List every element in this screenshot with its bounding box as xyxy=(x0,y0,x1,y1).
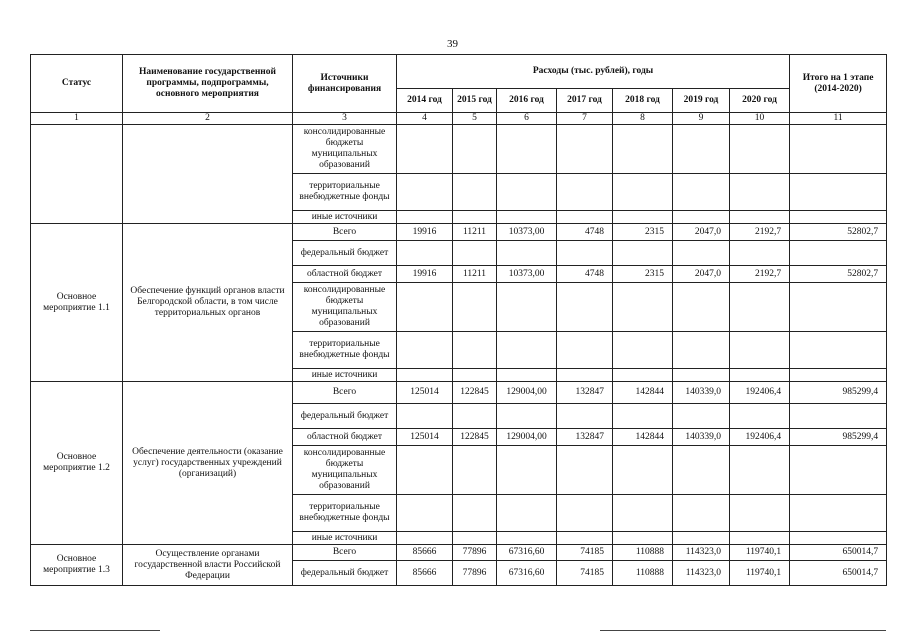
value-cell: 129004,00 xyxy=(497,382,557,404)
source-label: Всего xyxy=(293,382,397,404)
table-row xyxy=(31,382,887,404)
value-cell: 132847 xyxy=(557,429,613,446)
value-cell: 10373,00 xyxy=(497,224,557,241)
status-cell: Основное мероприятие 1.1 xyxy=(31,224,123,382)
header-year: 2016 год xyxy=(497,89,557,113)
value-cell: 77896 xyxy=(453,561,497,586)
value-cell: 2315 xyxy=(613,224,673,241)
value-cell: 74185 xyxy=(557,545,613,561)
source-label: Всего xyxy=(293,224,397,241)
header-name: Наименование государственной программы, подпрограммы, основного мероприятия xyxy=(123,55,293,113)
value-cell: 125014 xyxy=(397,382,453,404)
status-cell: Основное мероприятие 1.3 xyxy=(31,545,123,586)
header-year: 2014 год xyxy=(397,89,453,113)
total-cell: 985299,4 xyxy=(790,429,887,446)
source-label: территориальные внебюджетные фонды xyxy=(293,332,397,369)
total-cell: 52802,7 xyxy=(790,224,887,241)
column-number: 1 xyxy=(31,113,123,125)
value-cell: 125014 xyxy=(397,429,453,446)
value-cell: 110888 xyxy=(613,545,673,561)
column-numbers-row xyxy=(31,113,887,125)
name-cell: Обеспечение деятельности (оказание услуг) государственных учреждений (организаций) xyxy=(123,382,293,545)
status-cell: Основное мероприятие 1.2 xyxy=(31,382,123,545)
column-number: 10 xyxy=(730,113,790,125)
total-cell: 650014,7 xyxy=(790,561,887,586)
source-label: иные источники xyxy=(293,211,397,224)
page-number: 39 xyxy=(447,38,458,50)
value-cell: 140339,0 xyxy=(673,429,730,446)
value-cell: 114323,0 xyxy=(673,561,730,586)
value-cell: 74185 xyxy=(557,561,613,586)
source-label: территориальные внебюджетные фонды xyxy=(293,174,397,211)
header-sources: Источники финансирования xyxy=(293,55,397,113)
value-cell: 2315 xyxy=(613,266,673,283)
value-cell: 132847 xyxy=(557,382,613,404)
header-expenses: Расходы (тыс. рублей), годы xyxy=(397,55,790,89)
footer-rule xyxy=(30,630,160,631)
value-cell: 140339,0 xyxy=(673,382,730,404)
header-status: Статус xyxy=(31,55,123,113)
value-cell: 77896 xyxy=(453,545,497,561)
source-label: консолидированные бюджеты муниципальных образований xyxy=(293,283,397,332)
value-cell: 10373,00 xyxy=(497,266,557,283)
budget-table xyxy=(30,54,887,586)
value-cell: 11211 xyxy=(453,266,497,283)
header-year: 2018 год xyxy=(613,89,673,113)
value-cell: 122845 xyxy=(453,429,497,446)
name-cell: Осуществление органами государственной власти Российской Федерации xyxy=(123,545,293,586)
header-year: 2015 год xyxy=(453,89,497,113)
source-label: территориальные внебюджетные фонды xyxy=(293,495,397,532)
source-label: областной бюджет xyxy=(293,429,397,446)
value-cell: 19916 xyxy=(397,266,453,283)
value-cell: 2047,0 xyxy=(673,266,730,283)
column-number: 4 xyxy=(397,113,453,125)
name-cell xyxy=(123,125,293,224)
source-label: областной бюджет xyxy=(293,266,397,283)
value-cell: 2047,0 xyxy=(673,224,730,241)
column-number: 9 xyxy=(673,113,730,125)
value-cell: 129004,00 xyxy=(497,429,557,446)
header-year: 2017 год xyxy=(557,89,613,113)
value-cell: 85666 xyxy=(397,561,453,586)
source-label: Всего xyxy=(293,545,397,561)
header-total: Итого на 1 этапе (2014-2020) xyxy=(790,55,887,113)
table-row xyxy=(31,545,887,561)
value-cell: 11211 xyxy=(453,224,497,241)
source-label: федеральный бюджет xyxy=(293,241,397,266)
source-label: иные источники xyxy=(293,369,397,382)
value-cell: 4748 xyxy=(557,266,613,283)
source-label: иные источники xyxy=(293,532,397,545)
source-label: федеральный бюджет xyxy=(293,561,397,586)
value-cell: 142844 xyxy=(613,429,673,446)
value-cell: 67316,60 xyxy=(497,561,557,586)
table-row xyxy=(31,224,887,241)
column-number: 7 xyxy=(557,113,613,125)
source-label: федеральный бюджет xyxy=(293,404,397,429)
total-cell: 52802,7 xyxy=(790,266,887,283)
value-cell: 122845 xyxy=(453,382,497,404)
value-cell: 142844 xyxy=(613,382,673,404)
value-cell: 2192,7 xyxy=(730,266,790,283)
value-cell: 4748 xyxy=(557,224,613,241)
value-cell: 192406,4 xyxy=(730,382,790,404)
total-cell: 985299,4 xyxy=(790,382,887,404)
status-cell xyxy=(31,125,123,224)
header-year: 2020 год xyxy=(730,89,790,113)
value-cell: 119740,1 xyxy=(730,561,790,586)
header-year: 2019 год xyxy=(673,89,730,113)
column-number: 3 xyxy=(293,113,397,125)
name-cell: Обеспечение функций органов власти Белгородской области, в том числе территориальных органов xyxy=(123,224,293,382)
value-cell: 110888 xyxy=(613,561,673,586)
footer-rule xyxy=(600,630,886,631)
column-number: 2 xyxy=(123,113,293,125)
total-cell: 650014,7 xyxy=(790,545,887,561)
value-cell: 192406,4 xyxy=(730,429,790,446)
value-cell: 2192,7 xyxy=(730,224,790,241)
column-number: 8 xyxy=(613,113,673,125)
value-cell: 85666 xyxy=(397,545,453,561)
source-label: консолидированные бюджеты муниципальных образований xyxy=(293,446,397,495)
value-cell: 19916 xyxy=(397,224,453,241)
value-cell: 67316,60 xyxy=(497,545,557,561)
table-row xyxy=(31,125,887,174)
column-number: 6 xyxy=(497,113,557,125)
value-cell: 114323,0 xyxy=(673,545,730,561)
source-label: консолидированные бюджеты муниципальных образований xyxy=(293,125,397,174)
column-number: 11 xyxy=(790,113,887,125)
column-number: 5 xyxy=(453,113,497,125)
value-cell: 119740,1 xyxy=(730,545,790,561)
